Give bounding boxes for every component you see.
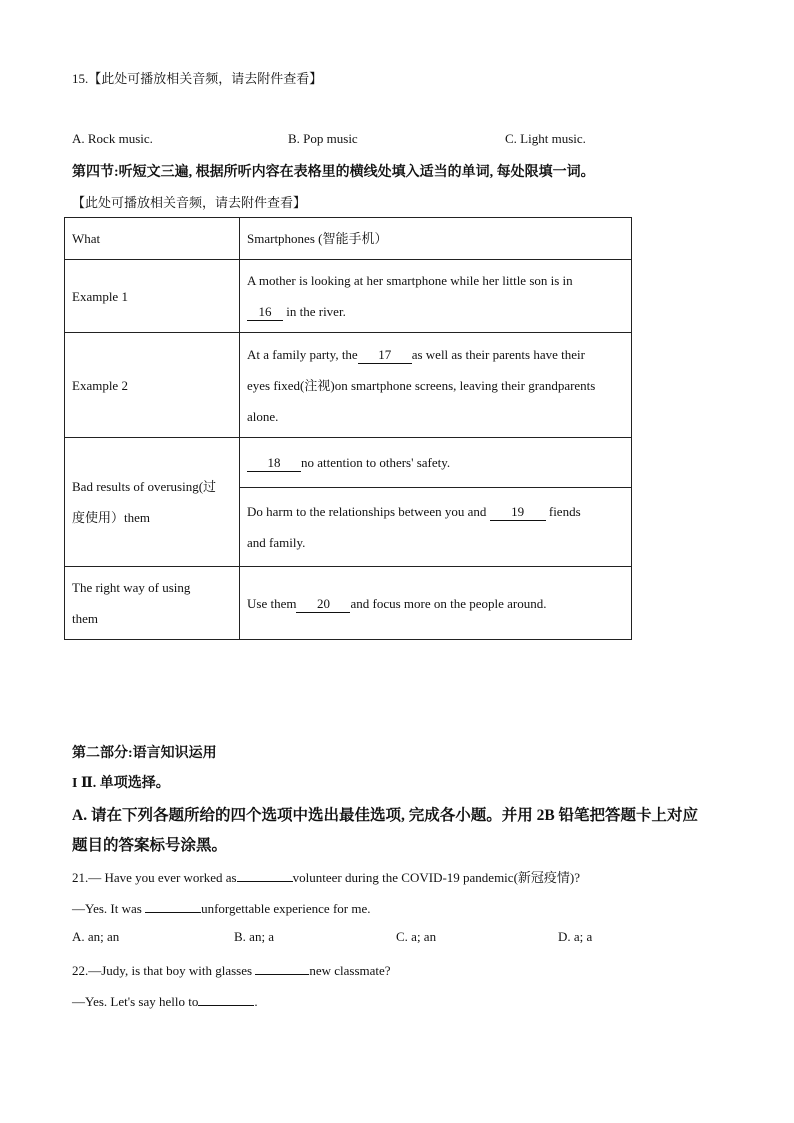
cell-text: as well as their parents have their xyxy=(411,346,585,362)
table-cell: Smartphones (智能手机） xyxy=(240,218,632,260)
option-c: C. Light music. xyxy=(505,131,586,146)
table-row xyxy=(65,260,632,333)
table-row xyxy=(65,333,632,438)
question-text: 21.— Have you ever worked as xyxy=(72,870,237,885)
question-text: 22.—Judy, is that boy with glasses xyxy=(72,963,256,978)
q21-option-b: B. an; a xyxy=(234,929,275,944)
question-text: —Yes. It was xyxy=(72,901,146,916)
q21-option-a: A. an; an xyxy=(72,929,120,944)
q21-option-d: D. a; a xyxy=(558,929,593,944)
table-cell xyxy=(240,438,632,488)
cell-text: and family. xyxy=(247,535,306,550)
table-cell: What xyxy=(65,218,240,260)
answer-blank[interactable] xyxy=(237,867,293,882)
answer-blank-19[interactable]: 19 xyxy=(490,504,546,521)
table-cell xyxy=(65,438,240,567)
answer-blank[interactable] xyxy=(255,960,309,975)
cell-text: and focus more on the people around. xyxy=(350,595,547,611)
cell-text: The right way of using xyxy=(72,580,191,595)
answer-blank-18[interactable]: 18 xyxy=(247,455,301,472)
part2-instruction-line2: 题目的答案标号涂黑。 xyxy=(72,837,228,854)
table-cell: Example 2 xyxy=(65,333,240,438)
table-cell xyxy=(240,567,632,640)
cell-text: fiends xyxy=(545,504,581,519)
question-text: . xyxy=(254,994,258,1009)
table-row xyxy=(65,218,632,260)
cell-text: in the river. xyxy=(283,304,346,319)
cell-text: no attention to others' safety. xyxy=(301,455,451,470)
question-text: volunteer during the COVID-19 pandemic(新冠疫情)? xyxy=(292,870,580,885)
part2-subtitle: I Ⅱ. 单项选择。 xyxy=(72,776,170,791)
cell-text: alone. xyxy=(247,408,279,424)
part2-title: 第二部分:语言知识运用 xyxy=(72,746,217,761)
question-15-label: 15.【此处可播放相关音频，请去附件查看】 xyxy=(72,71,323,86)
listening-table xyxy=(64,217,632,640)
table-cell xyxy=(65,567,240,640)
table-row xyxy=(65,567,632,640)
part2-instruction-line1: A. 请在下列各题所给的四个选项中选出最佳选项, 完成各小题。并用 2B 铅笔把答题卡上对应 xyxy=(72,807,699,824)
table-cell: Example 1 xyxy=(65,260,240,333)
answer-blank[interactable] xyxy=(145,898,201,913)
answer-blank-16[interactable]: 16 xyxy=(247,304,283,321)
option-a: A. Rock music. xyxy=(72,131,153,146)
cell-text: Use them xyxy=(247,595,297,611)
cell-text: A mother is looking at her smartphone while her little son is in xyxy=(247,273,573,288)
question-text: —Yes. Let's say hello to xyxy=(72,994,199,1009)
answer-blank[interactable] xyxy=(198,991,254,1006)
cell-text: them xyxy=(72,611,98,626)
answer-blank-17[interactable]: 17 xyxy=(358,347,412,364)
cell-text: Do harm to the relationships between you and xyxy=(247,504,490,519)
question-22-line2 xyxy=(72,991,258,1010)
q21-option-c: C. a; an xyxy=(396,929,437,944)
table-cell xyxy=(240,488,632,567)
question-22-line1 xyxy=(72,960,391,979)
table-cell xyxy=(240,260,632,333)
cell-text: 度使用）them xyxy=(72,510,150,525)
table-cell xyxy=(240,333,632,438)
question-text: new classmate? xyxy=(309,963,391,978)
cell-text: At a family party, the xyxy=(247,346,358,362)
answer-blank-20[interactable]: 20 xyxy=(296,596,350,613)
option-b: B. Pop music xyxy=(288,131,358,146)
table-row xyxy=(65,438,632,488)
section4-heading: 第四节:听短文三遍, 根据所听内容在表格里的横线处填入适当的单词, 每处限填一词。 xyxy=(72,165,595,180)
question-21-line1 xyxy=(72,867,580,886)
cell-text: Bad results of overusing(过 xyxy=(72,479,217,494)
cell-text: eyes fixed(注视)on smartphone screens, leaving their grandparents xyxy=(247,377,596,393)
section4-audio-note: 【此处可播放相关音频，请去附件查看】 xyxy=(72,195,307,210)
question-text: unforgettable experience for me. xyxy=(201,901,371,916)
question-21-line2 xyxy=(72,898,370,917)
